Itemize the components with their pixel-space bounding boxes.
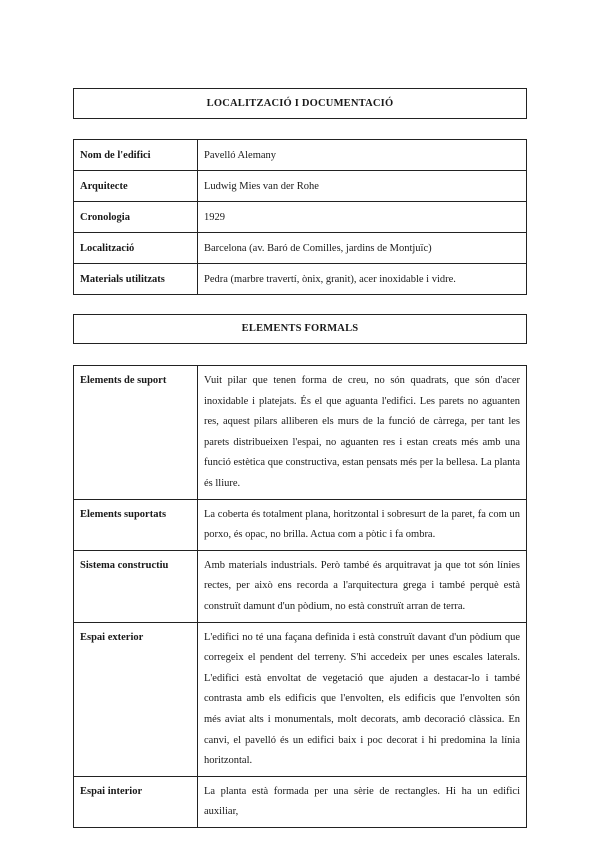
table-row	[74, 233, 527, 264]
section-heading-elements-formals: ELEMENTS FORMALS	[73, 314, 527, 344]
row-label: Localització	[74, 233, 198, 264]
row-value: Ludwig Mies van der Rohe	[198, 171, 527, 202]
row-value: Vuit pilar que tenen forma de creu, no són quadrats, que són d'acer inoxidable i platejats. És el que aguanta l'edifici. Les parets no aguanten res, aquest pilars alliberen els murs de la funció de càrrega, per tant les parets distribueixen l'espai, no aguanten res i estan creats més amb una funció estètica que constructiva, estan pensats més per la bellesa. La planta és lliure.	[198, 366, 527, 500]
row-value: Pavelló Alemany	[198, 140, 527, 171]
row-label: Espai interior	[74, 776, 198, 827]
row-label: Arquitecte	[74, 171, 198, 202]
table-row	[74, 499, 527, 550]
section-heading-localitzacio: LOCALITZACIÓ I DOCUMENTACIÓ	[73, 88, 527, 119]
row-value: La coberta és totalment plana, horitzontal i sobresurt de la paret, fa com un porxo, és opac, no brilla. Actua com a pòtic i fa ombra.	[198, 499, 527, 550]
row-label: Elements suportats	[74, 499, 198, 550]
row-value: Amb materials industrials. Però també és arquitravat ja que tot són línies rectes, per això ens recorda a l'arquitectura grega i també perquè està construït damunt d'un pòdium, no està construït arran de terra.	[198, 550, 527, 622]
row-label: Sistema constructiu	[74, 550, 198, 622]
row-value: La planta està formada per una sèrie de rectangles. Hi ha un edifici auxiliar,	[198, 776, 527, 827]
table-row	[74, 202, 527, 233]
row-label: Espai exterior	[74, 622, 198, 776]
row-label: Cronologia	[74, 202, 198, 233]
table-row	[74, 776, 527, 827]
row-value: Pedra (marbre travertí, ònix, granit), acer inoxidable i vidre.	[198, 264, 527, 295]
info-table	[73, 139, 527, 295]
table-row	[74, 550, 527, 622]
formal-elements-table	[73, 365, 527, 828]
row-label: Nom de l'edifici	[74, 140, 198, 171]
table-row	[74, 140, 527, 171]
row-value: 1929	[198, 202, 527, 233]
table-row	[74, 171, 527, 202]
row-value: Barcelona (av. Baró de Comilles, jardins de Montjuïc)	[198, 233, 527, 264]
table-row	[74, 264, 527, 295]
row-label: Elements de suport	[74, 366, 198, 500]
row-label: Materials utilitzats	[74, 264, 198, 295]
row-value: L'edifici no té una façana definida i està construït davant d'un pòdium que corregeix el pendent del terreny. S'hi accedeix per unes escales laterals. L'edifici està envoltat de vegetació que ajuden a destacar-lo i també contrasta amb els edificis que l'envolten, els edificis que l'envolten són més aviat alts i monumentals, molt decorats, amb decoració clàssica. En canvi, el pavelló és un edifici baix i poc decorat i hi predomina la línia horitzontal.	[198, 622, 527, 776]
table-row	[74, 366, 527, 500]
table-row	[74, 622, 527, 776]
